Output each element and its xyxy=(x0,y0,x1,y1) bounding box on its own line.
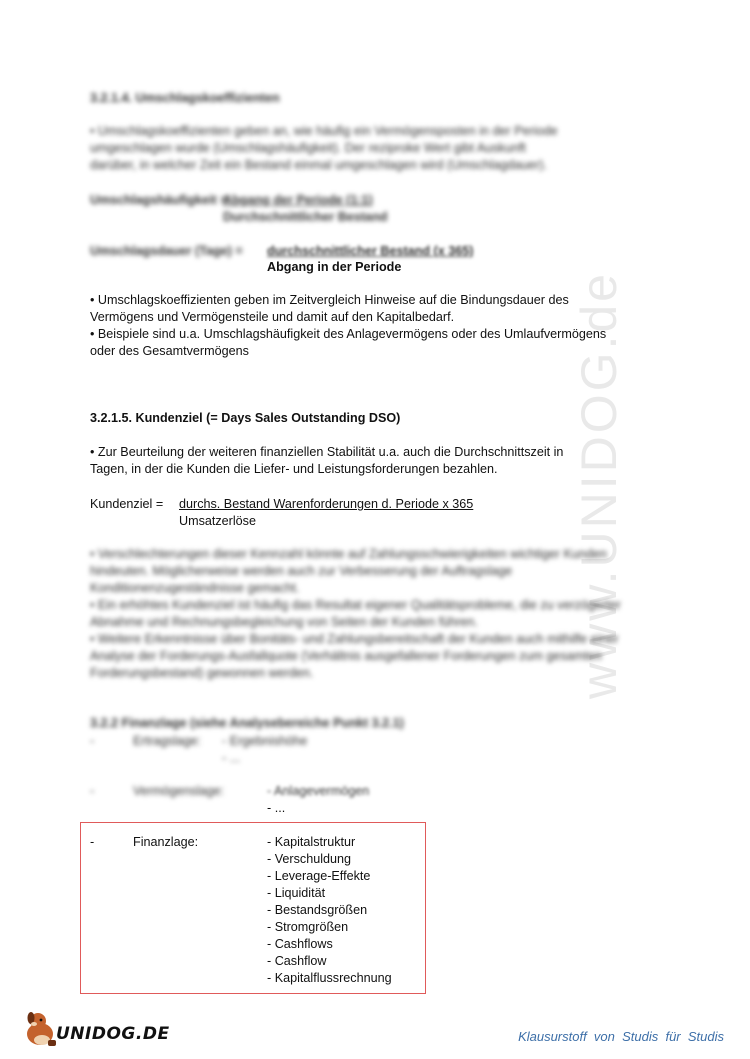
finanz-item: - Liquidität xyxy=(267,886,326,900)
kundenziel-label: Kundenziel = xyxy=(90,497,164,511)
blurred-line: Konditionenzugeständnisse gemacht. xyxy=(90,581,300,595)
blurred-line: • Ein erhöhtes Kundenziel ist häufig das Resultat eigener Qualitätsprobleme, die zu verzögerter xyxy=(90,598,621,612)
kundenziel-denominator: Umsatzerlöse xyxy=(179,514,256,528)
row-label-ertragslage: Ertragslage: xyxy=(133,734,201,748)
kundenziel-numerator: durchs. Bestand Warenforderungen d. Periode x 365 xyxy=(179,497,474,511)
finanz-item: - Bestandsgrößen xyxy=(267,903,368,917)
unidog-logo-text: UNIDOG.DE xyxy=(56,1024,170,1044)
section-heading-3215: 3.2.1.5. Kundenziel (= Days Sales Outstanding DSO) xyxy=(90,411,401,425)
finanzlage-highlight-box xyxy=(80,822,426,994)
finanz-item: - Stromgrößen xyxy=(267,920,349,934)
bullet-line: • Zur Beurteilung der weiteren finanziellen Stabilität u.a. auch die Durchschnittszeit in xyxy=(90,445,564,459)
finanz-item: - Kapitalstruktur xyxy=(267,835,356,849)
row-item: - Ergebnishöhe xyxy=(222,734,308,748)
section-heading-3214: 3.2.1.4. Umschlagskoeffizienten xyxy=(90,91,280,105)
section-heading-322: 3.2.2 Finanzlage (siehe Analysebereiche Punkt 3.2.1) xyxy=(90,716,404,730)
bullet-line: • Umschlagskoeffizienten geben im Zeitvergleich Hinweise auf die Bindungsdauer des xyxy=(90,293,569,307)
row-label-vermoegenslage: Vermögenslage: xyxy=(133,784,225,798)
intro-line: darüber, in welcher Zeit ein Bestand einmal umgeschlagen wird (Umschlagdauer). xyxy=(90,158,548,172)
finanz-item: - Leverage-Effekte xyxy=(267,869,371,883)
formula1-denominator: Durchschnittlicher Bestand xyxy=(223,210,388,224)
formula2-denominator: Abgang in der Periode xyxy=(267,260,402,274)
blurred-line: Forderungsbestand) gewonnen werden. xyxy=(90,666,314,680)
finanz-label: Finanzlage: xyxy=(133,835,199,849)
finanz-dash: - xyxy=(90,835,95,849)
blurred-line: Abnahme und Rechnungsbegleichung von Seiten der Kunden führen. xyxy=(90,615,478,629)
row-item: - ... xyxy=(222,751,241,765)
bullet-line: Tagen, in der die Kunden die Liefer- und Leistungsforderungen bezahlen. xyxy=(90,462,498,476)
finanz-item: - Cashflows xyxy=(267,937,333,951)
finanz-item: - Verschuldung xyxy=(267,852,352,866)
intro-line: umgeschlagen wurde (Umschlagshäufigkeit). Der reziproke Wert gibt Auskunft xyxy=(90,141,526,155)
bullet-line: oder des Gesamtvermögens xyxy=(90,344,249,358)
formula1-label: Umschlagshäufigkeit = xyxy=(90,193,228,207)
intro-line: • Umschlagskoeffizienten geben an, wie häufig ein Vermögensposten in der Periode xyxy=(90,124,558,138)
bullet-line: Vermögens und Vermögensteile und damit auf den Kapitalbedarf. xyxy=(90,310,455,324)
blurred-line: hindeuten. Möglicherweise werden auch zur Verbesserung der Auftragslage xyxy=(90,564,513,578)
formula2-numerator: durchschnittlicher Bestand (x 365) xyxy=(267,244,474,258)
row-item: - Anlagevermögen xyxy=(267,784,370,798)
formula2-label: Umschlagsdauer (Tage) = xyxy=(90,244,243,258)
finanz-item: - Kapitalflussrechnung xyxy=(267,971,392,985)
finanz-item: - Cashflow xyxy=(267,954,327,968)
blurred-line: • Verschlechterungen dieser Kennzahl könnte auf Zahlungsschwierigkeiten wichtiger Kunden xyxy=(90,547,607,561)
watermark: www.UNIDOG.de xyxy=(571,271,627,699)
blurred-line: Analyse der Forderungs-Ausfallquote (Verhältnis ausgefallener Forderungen zum gesamten xyxy=(90,649,602,663)
row-dash: - xyxy=(90,734,95,748)
formula1-numerator: Abgang der Periode (1:1) xyxy=(223,193,373,207)
bullet-line: • Beispiele sind u.a. Umschlagshäufigkeit des Anlagevermögens oder des Umlaufvermögens xyxy=(90,327,607,341)
row-dash: - xyxy=(90,784,95,798)
footer-tagline: Klausurstoff von Studis für Studis xyxy=(518,1029,724,1044)
row-item: - ... xyxy=(267,801,286,815)
blurred-line: • Weitere Erkenntnisse über Bonitäts- und Zahlungsbereitschaft der Kunden auch mithilfe einer xyxy=(90,632,619,646)
